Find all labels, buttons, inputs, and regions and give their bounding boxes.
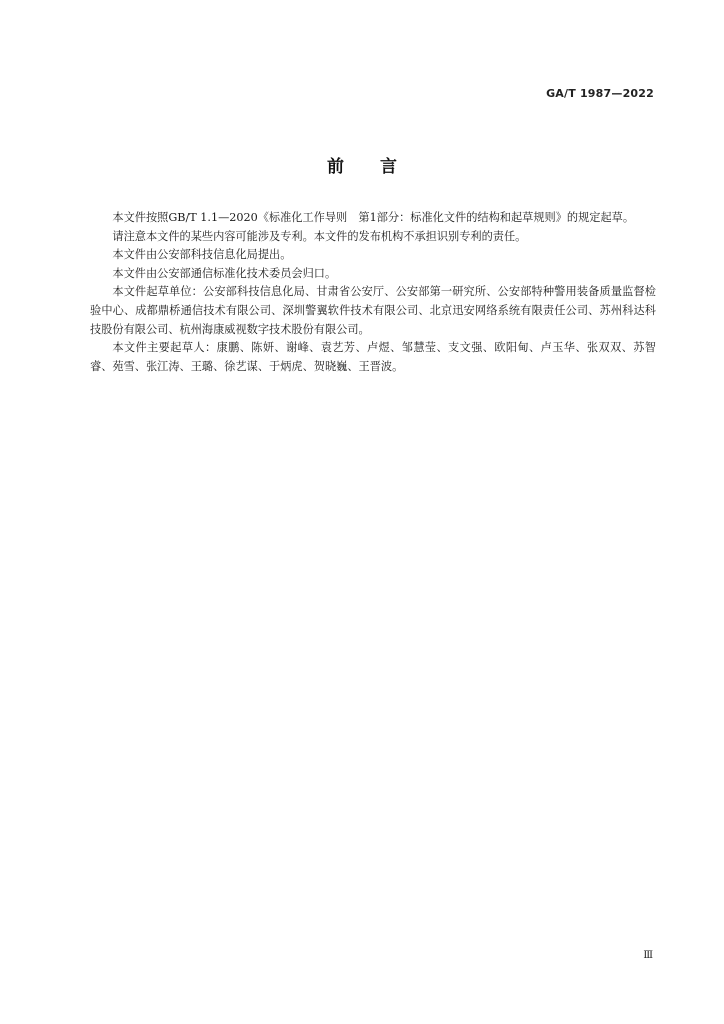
paragraph-proposer: 本文件由公安部科技信息化局提出。 bbox=[112, 248, 292, 262]
paragraph-drafting-units: 本文件起草单位：公安部科技信息化局、甘肃省公安厅、公安部第一研究所、公安部特种警用装备质量监督检验中心、成都鼎桥通信技术有限公司、深圳警翼软件技术有限公司、北京迅安网络系统有限责任公司、苏州科达科技股份有限公司、杭州海康威视数字技术股份有限公司。 bbox=[90, 285, 656, 336]
page-title: 前言 bbox=[327, 157, 433, 177]
foreword-body bbox=[90, 209, 656, 376]
page-number: Ⅲ bbox=[643, 950, 653, 961]
paragraph-committee: 本文件由公安部通信标准化技术委员会归口。 bbox=[112, 266, 337, 280]
paragraph-drafting-rules: 本文件按照GB/T 1.1—2020《标准化工作导则 第1部分：标准化文件的结构和起草规则》的规定起草。 bbox=[112, 211, 635, 224]
standard-code: GA/T 1987—2022 bbox=[546, 87, 654, 100]
paragraph-patent-notice: 请注意本文件的某些内容可能涉及专利。本文件的发布机构不承担识别专利的责任。 bbox=[112, 229, 527, 243]
paragraph-drafters: 本文件主要起草人：康鹏、陈妍、谢峰、袁艺芳、卢煜、邹慧莹、支文强、欧阳甸、卢玉华、张双双、苏智睿、苑雪、张江涛、王璐、徐艺谋、于炳虎、贺晓巍、王晋波。 bbox=[90, 341, 656, 373]
